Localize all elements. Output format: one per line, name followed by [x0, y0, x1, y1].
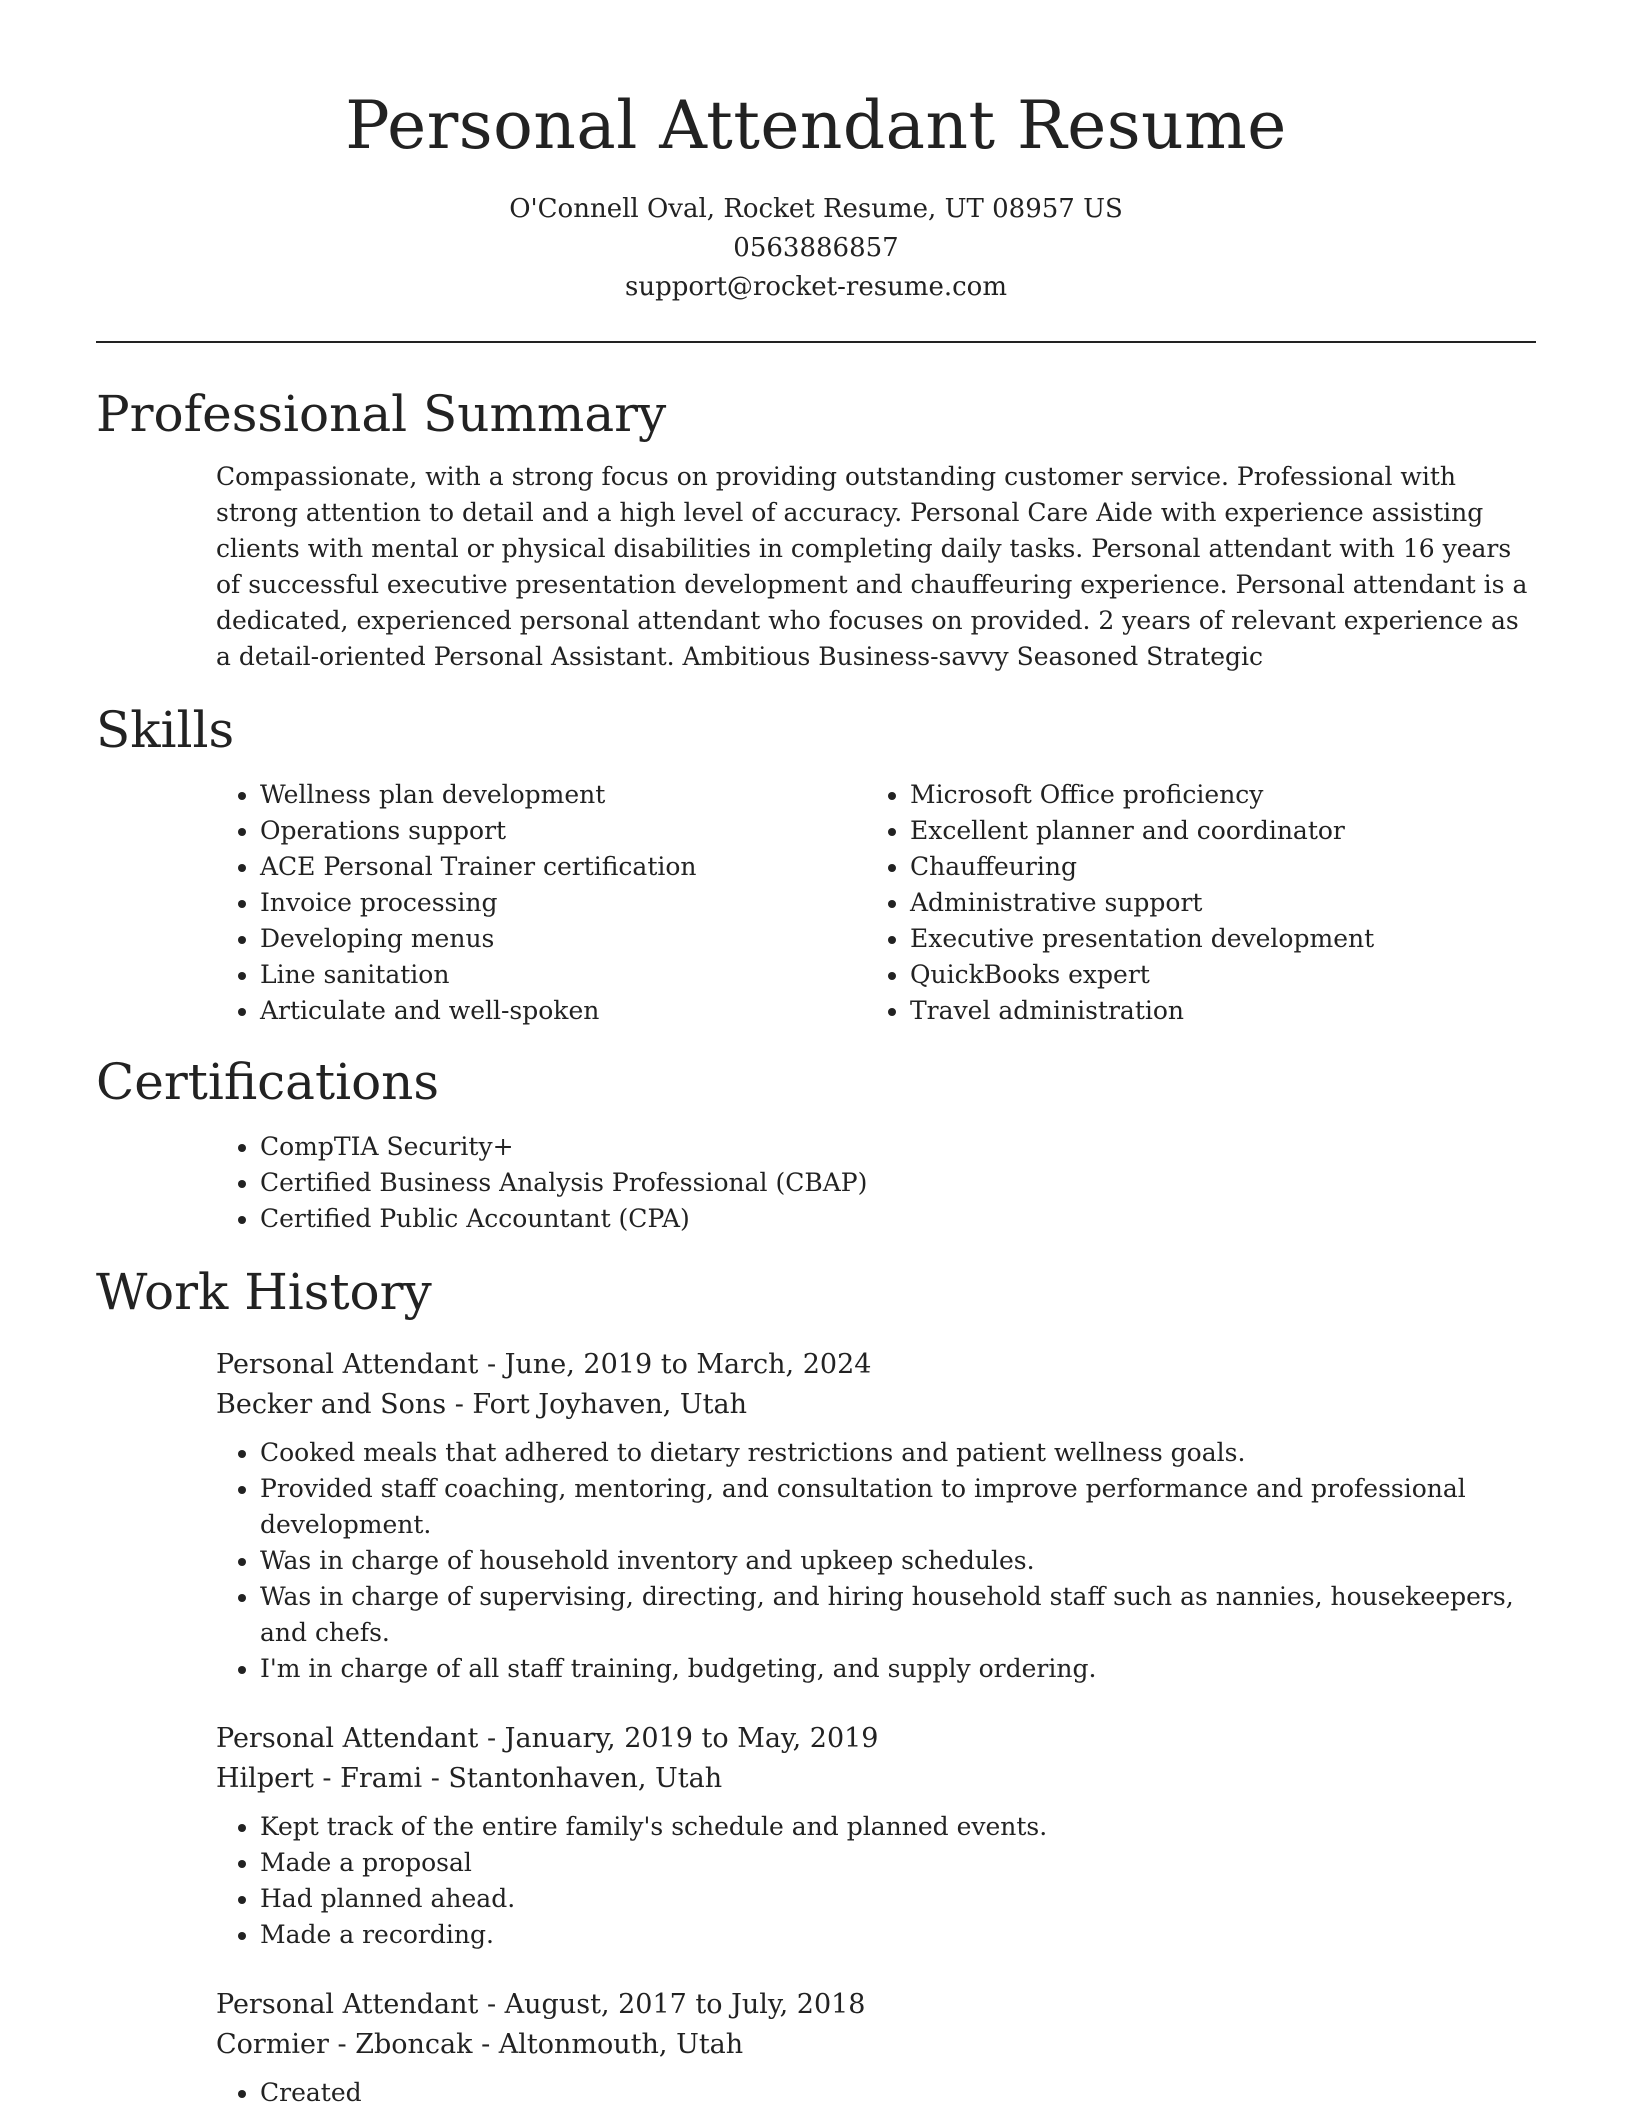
- list-item: • I'm in charge of all staff training, budgeting, and supply ordering.: [260, 1651, 1536, 1687]
- contact-block: [96, 190, 1536, 307]
- list-item: • Excellent planner and coordinator: [910, 813, 1516, 849]
- list-item: • Chauffeuring: [910, 849, 1516, 885]
- job-title-line: Personal Attendant - August, 2017 to July, 2018: [216, 1989, 866, 2020]
- job-dates: August, 2017 to July, 2018: [504, 1989, 866, 2020]
- list-item: • Kept track of the entire family's schedule and planned events.: [260, 1809, 1536, 1845]
- header-divider: [96, 341, 1536, 343]
- certifications-list: [216, 1129, 1536, 1237]
- skills-column-left: [216, 777, 866, 1029]
- job-bullets: [216, 1809, 1536, 1953]
- job-title-line: Personal Attendant - June, 2019 to March, 2024: [216, 1349, 872, 1380]
- job-dates: January, 2019 to May, 2019: [504, 1723, 879, 1754]
- work-history-heading: Work History: [96, 1263, 432, 1321]
- list-item: • Certified Business Analysis Professional (CBAP): [260, 1165, 1536, 1201]
- contact-address: O'Connell Oval, Rocket Resume, UT 08957 US: [509, 194, 1123, 224]
- contact-email: support@rocket-resume.com: [624, 272, 1007, 302]
- job-entry: [216, 1345, 1536, 1687]
- list-item: • Made a proposal: [260, 1845, 1536, 1881]
- list-item: • ACE Personal Trainer certification: [260, 849, 866, 885]
- section-skills: [96, 699, 1536, 1029]
- job-location: Altonmouth, Utah: [498, 2029, 744, 2060]
- job-title-line: Personal Attendant - January, 2019 to May, 2019: [216, 1723, 879, 1754]
- job-bullets: [216, 2075, 1536, 2111]
- job-title: Personal Attendant: [216, 1723, 479, 1754]
- list-item: • QuickBooks expert: [910, 957, 1516, 993]
- list-item: • Certified Public Accountant (CPA): [260, 1201, 1536, 1237]
- job-company: Cormier - Zboncak: [216, 2029, 473, 2060]
- job-title: Personal Attendant: [216, 1989, 479, 2020]
- certifications-heading: Certifications: [96, 1053, 440, 1111]
- job-company: Hilpert - Frami: [216, 1763, 423, 1794]
- resume-title: Personal Attendant Resume: [345, 87, 1287, 164]
- job-dates: June, 2019 to March, 2024: [504, 1349, 872, 1380]
- contact-phone: 0563886857: [733, 233, 899, 263]
- job-location: Fort Joyhaven, Utah: [472, 1389, 747, 1420]
- job-bullets-wrap: [216, 2075, 1536, 2111]
- job-bullets-wrap: [216, 1435, 1536, 1687]
- list-item: • CompTIA Security+: [260, 1129, 1536, 1165]
- list-item: • Was in charge of supervising, directing, and hiring household staff such as nannies, housekeepers, and chefs.: [260, 1579, 1536, 1651]
- list-item: • Wellness plan development: [260, 777, 866, 813]
- skills-columns: [216, 777, 1536, 1029]
- skills-list-right: [866, 777, 1516, 1029]
- list-item: • Administrative support: [910, 885, 1516, 921]
- skills-list-left: [216, 777, 866, 1029]
- certifications-list-wrap: [216, 1129, 1536, 1237]
- job-company-line: Cormier - Zboncak - Altonmouth, Utah: [216, 2029, 744, 2060]
- list-item: • Invoice processing: [260, 885, 866, 921]
- job-company: Becker and Sons: [216, 1389, 447, 1420]
- list-item: • Created: [260, 2075, 1536, 2111]
- summary-text: Compassionate, with a strong focus on providing outstanding customer service. Professional with strong attention to detail and a high level of accuracy. Personal Care Aide with experience assisting clients with mental or physical disabilities in completing daily tasks. Personal attendant with 16 years of successful executive presentation development and chauffeuring experience. Personal attendant is a dedicated, experienced personal attendant who focuses on provided. 2 years of relevant experience as a detail-oriented Personal Assistant. Ambitious Business-savvy Seasoned Strategic: [216, 462, 1528, 671]
- list-item: • Provided staff coaching, mentoring, and consultation to improve performance and professional development.: [260, 1471, 1536, 1543]
- skills-heading: Skills: [96, 701, 235, 759]
- list-item: • Line sanitation: [260, 957, 866, 993]
- list-item: • Cooked meals that adhered to dietary restrictions and patient wellness goals.: [260, 1435, 1536, 1471]
- list-item: • Articulate and well-spoken: [260, 993, 866, 1029]
- summary-heading: Professional Summary: [96, 385, 667, 443]
- list-item: • Was in charge of household inventory and upkeep schedules.: [260, 1543, 1536, 1579]
- resume-header: [96, 0, 1536, 307]
- section-certifications: [96, 1051, 1536, 1237]
- job-bullets-wrap: [216, 1809, 1536, 1953]
- list-item: • Executive presentation development: [910, 921, 1516, 957]
- resume-page: [96, 0, 1536, 2111]
- skills-column-right: [866, 777, 1516, 1029]
- list-item: • Travel administration: [910, 993, 1516, 1029]
- list-item: • Microsoft Office proficiency: [910, 777, 1516, 813]
- job-title: Personal Attendant: [216, 1349, 479, 1380]
- section-work-history: [96, 1261, 1536, 2111]
- list-item: • Had planned ahead.: [260, 1881, 1536, 1917]
- job-company-line: Becker and Sons - Fort Joyhaven, Utah: [216, 1389, 747, 1420]
- job-location: Stantonhaven, Utah: [448, 1763, 723, 1794]
- list-item: • Developing menus: [260, 921, 866, 957]
- section-professional-summary: [96, 383, 1536, 675]
- job-entry: [216, 1985, 1536, 2111]
- job-entry: [216, 1719, 1536, 1953]
- list-item: • Made a recording.: [260, 1917, 1536, 1953]
- job-bullets: [216, 1435, 1536, 1687]
- list-item: • Operations support: [260, 813, 866, 849]
- job-company-line: Hilpert - Frami - Stantonhaven, Utah: [216, 1763, 723, 1794]
